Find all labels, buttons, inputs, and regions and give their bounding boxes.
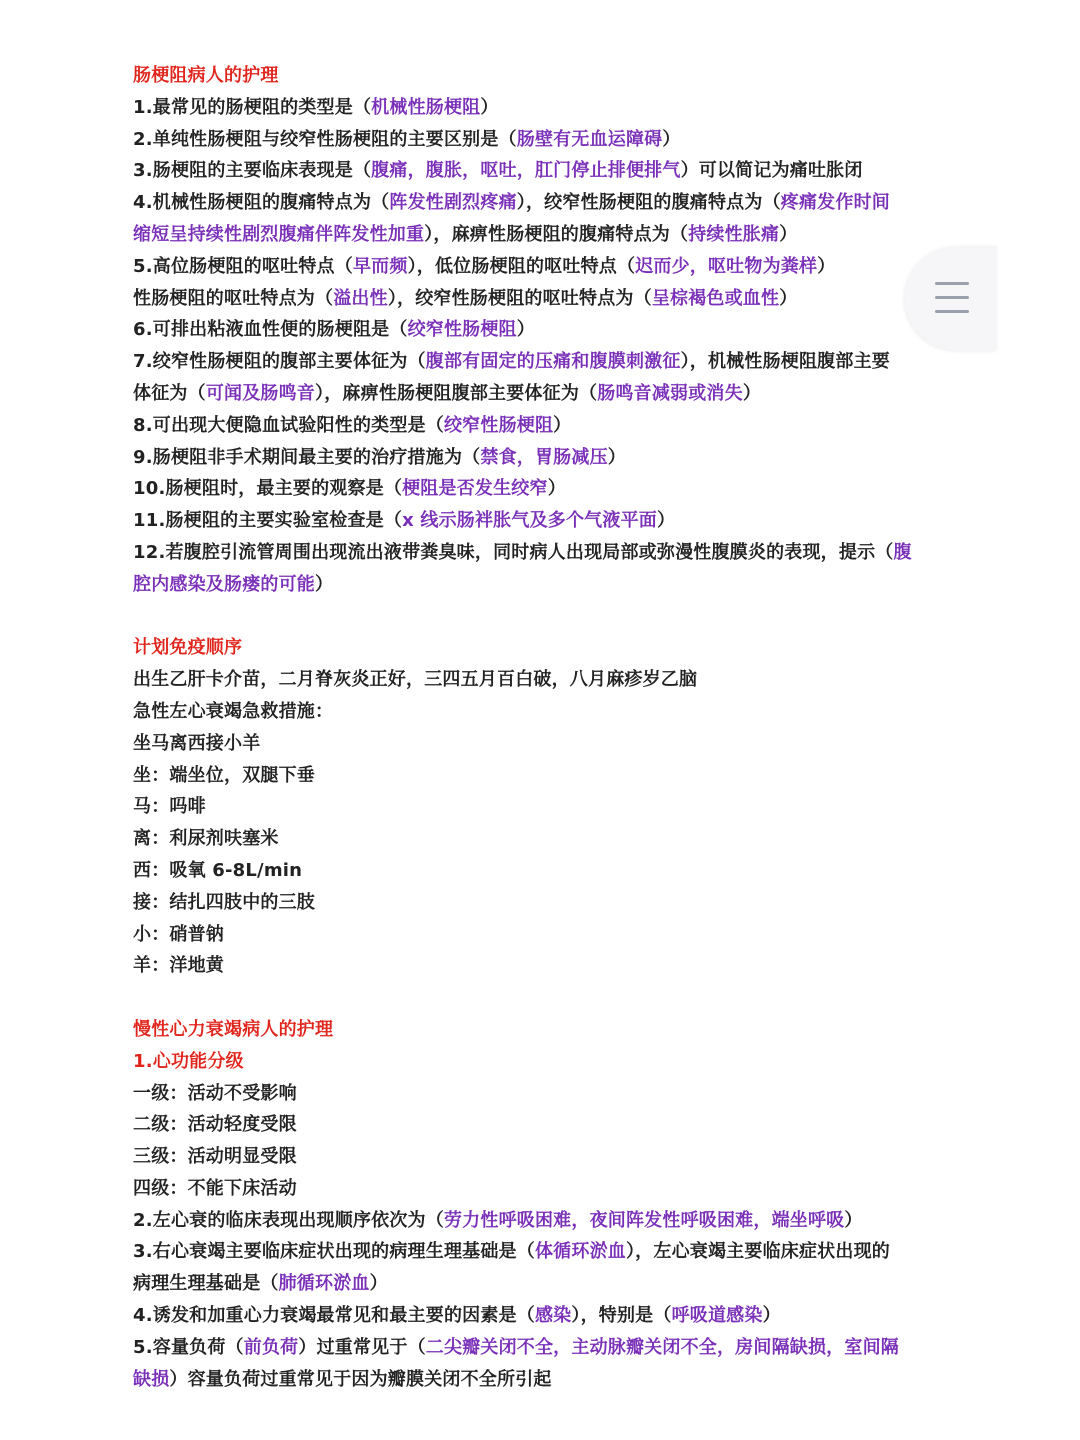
text-segment: 7.绞窄性肠梗阻的腹部主要体征为（: [133, 351, 426, 373]
text-line: [133, 1268, 983, 1300]
text-line: [133, 1141, 983, 1173]
text-line: [133, 346, 983, 378]
text-segment: 10.肠梗阻时，最主要的观察是（: [133, 478, 403, 500]
text-line: [133, 1300, 983, 1332]
text-line: [133, 696, 983, 728]
keyword-answer: 持续性胀痛: [688, 223, 780, 245]
text-segment: 四级：不能下床活动: [133, 1177, 297, 1199]
text-segment: ）: [656, 510, 676, 532]
text-line: [133, 537, 983, 569]
text-line: [133, 823, 983, 855]
text-segment: 计划免疫顺序: [133, 637, 243, 659]
text-line: [133, 314, 983, 346]
text-segment: 12.若腹腔引流管周围出现流出液带粪臭味，同时病人出现局部或弥漫性腹膜炎的表现，提示（: [133, 541, 894, 563]
text-segment: ）容量负荷过重常见于因为瓣膜关闭不全所引起: [169, 1368, 552, 1390]
text-segment: ）: [662, 128, 681, 150]
keyword-answer: 缺损: [133, 1368, 170, 1390]
text-segment: 坐：端坐位，双腿下垂: [133, 764, 315, 786]
text-segment: 3.右心衰竭主要临床症状出现的病理生理基础是（: [133, 1241, 535, 1263]
text-line: [133, 92, 983, 124]
text-line: [133, 378, 983, 410]
text-line: [133, 1173, 983, 1205]
text-line: [133, 855, 983, 887]
keyword-answer: 呼吸道感染: [671, 1305, 763, 1327]
text-segment: ），麻痹性肠梗阻的腹痛特点为（: [424, 223, 689, 245]
text-segment: 小：硝普钠: [133, 923, 224, 945]
blank-line: [133, 601, 983, 633]
text-segment: ），绞窄性肠梗阻的腹痛特点为（: [516, 192, 781, 214]
text-segment: ）: [762, 1305, 781, 1327]
text-segment: 急性左心衰竭急救措施：: [133, 700, 334, 722]
text-line: [133, 919, 983, 951]
keyword-answer: 绞窄性肠梗阻: [407, 319, 517, 341]
text-segment: ）: [607, 446, 626, 468]
text-line: [133, 187, 983, 219]
text-segment: ）: [369, 1273, 388, 1295]
text-segment: 肠梗阻病人的护理: [133, 65, 279, 86]
text-segment: 2.单纯性肠梗阻与绞窄性肠梗阻的主要区别是（: [133, 128, 517, 150]
keyword-answer: 机械性肠梗阻: [371, 96, 481, 118]
text-segment: 11.肠梗阻的主要实验室检查是（: [133, 510, 403, 532]
text-segment: ）过重常见于（: [298, 1336, 426, 1358]
section-heading: [133, 1014, 983, 1046]
text-segment: ）: [844, 1209, 863, 1231]
keyword-answer: 阵发性剧烈疼痛: [389, 192, 517, 214]
text-segment: 病理生理基础是（: [133, 1273, 279, 1295]
text-segment: ），麻痹性肠梗阻腹部主要体征为（: [315, 382, 598, 404]
keyword-answer: 二尖瓣关闭不全，主动脉瓣关闭不全，房间隔缺损，室间隔: [425, 1336, 899, 1358]
text-line: [133, 442, 983, 474]
text-line: [133, 1078, 983, 1110]
text-segment: 体征为（: [133, 382, 206, 404]
keyword-answer: 体循环淤血: [534, 1241, 626, 1263]
text-segment: 二级：活动轻度受限: [133, 1114, 297, 1136]
text-line: [133, 251, 983, 283]
text-line: [133, 1236, 983, 1268]
section-heading: [133, 60, 983, 92]
keyword-answer: 肺循环淤血: [278, 1273, 370, 1295]
keyword-answer: 前负荷: [243, 1336, 299, 1358]
section-heading: [133, 632, 983, 664]
text-line: [133, 473, 983, 505]
text-segment: 4.诱发和加重心力衰竭最常见和最主要的因素是（: [133, 1305, 535, 1327]
text-segment: 马：吗啡: [133, 796, 206, 818]
text-line: [133, 124, 983, 156]
text-segment: ），机械性肠梗阻腹部主要: [680, 351, 890, 373]
text-line: [133, 1109, 983, 1141]
keyword-answer: 禁食，胃肠减压: [480, 446, 608, 468]
keyword-answer: x 线示肠袢胀气及多个气液平面: [402, 510, 657, 532]
text-segment: 出生乙肝卡介苗，二月脊灰炎正好，三四五月百白破，八月麻疹岁乙脑: [133, 669, 698, 691]
text-line: [133, 505, 983, 537]
text-segment: 3.肠梗阻的主要临床表现是（: [133, 160, 372, 182]
text-line: [133, 155, 983, 187]
keyword-answer: 感染: [534, 1305, 572, 1327]
keyword-answer: 早而频: [352, 255, 408, 277]
text-line: [133, 283, 983, 315]
text-line: [133, 1364, 983, 1396]
text-line: [133, 1205, 983, 1237]
keyword-answer: 溢出性: [333, 287, 388, 309]
keyword-answer: 绞窄性肠梗阻: [443, 414, 554, 436]
text-segment: 1.心功能分级: [133, 1050, 244, 1072]
keyword-answer: 腹部有固定的压痛和腹膜刺激征: [425, 351, 681, 373]
text-line: [133, 1332, 983, 1364]
text-segment: 坐马离西接小羊: [133, 732, 261, 754]
keyword-answer: 腹痛，腹胀，呕吐，肛门停止排便排气: [371, 160, 681, 182]
text-line: [133, 569, 983, 601]
text-segment: 1.最常见的肠梗阻的类型是（: [133, 96, 372, 118]
keyword-answer: 疼痛发作时间: [780, 192, 890, 214]
text-segment: ）: [480, 96, 499, 118]
text-segment: ）可以简记为痛吐胀闭: [680, 160, 863, 182]
keyword-answer: 腔内感染及肠瘘的可能: [133, 573, 315, 595]
text-segment: 9.肠梗阻非手术期间最主要的治疗措施为（: [133, 446, 481, 468]
text-segment: 5.高位肠梗阻的呕吐特点（: [133, 255, 353, 277]
text-segment: 性肠梗阻的呕吐特点为（: [133, 287, 334, 309]
text-segment: ）: [553, 414, 572, 436]
text-segment: 接：结扎四肢中的三肢: [133, 891, 315, 913]
text-line: [133, 950, 983, 982]
keyword-answer: 迟而少，呕吐物为粪样: [635, 255, 818, 277]
keyword-answer: 梗阻是否发生绞窄: [402, 478, 548, 500]
text-line: [133, 760, 983, 792]
blank-line: [133, 982, 983, 1014]
text-segment: 羊：洋地黄: [133, 955, 224, 977]
text-line: [133, 219, 983, 251]
keyword-answer: 可闻及肠鸣音: [205, 382, 316, 404]
text-segment: 5.容量负荷（: [133, 1336, 244, 1358]
text-segment: 4.机械性肠梗阻的腹痛特点为（: [133, 192, 390, 214]
text-line: [133, 791, 983, 823]
text-segment: 6.可排出粘液血性便的肠梗阻是（: [133, 319, 408, 341]
text-segment: ）: [742, 382, 762, 404]
text-line: [133, 410, 983, 442]
text-segment: ）: [516, 319, 535, 341]
text-line: [133, 887, 983, 919]
text-segment: 一级：活动不受影响: [133, 1082, 297, 1104]
text-segment: 慢性心力衰竭病人的护理: [133, 1018, 334, 1040]
text-segment: 西：吸氧 6-8L/min: [133, 859, 303, 881]
text-segment: ），特别是（: [571, 1305, 672, 1327]
text-segment: ），低位肠梗阻的呕吐特点（: [407, 255, 636, 277]
text-segment: 离：利尿剂呋塞米: [133, 828, 279, 850]
document-body: [133, 60, 983, 1395]
keyword-answer: 缩短呈持续性剧烈腹痛伴阵发性加重: [133, 223, 425, 245]
keyword-answer: 呈棕褐色或血性: [651, 287, 780, 309]
text-segment: ）: [779, 223, 798, 245]
text-segment: 8.可出现大便隐血试验阳性的类型是（: [133, 414, 444, 436]
text-segment: ），左心衰竭主要临床症状出现的: [625, 1241, 890, 1263]
text-line: [133, 728, 983, 760]
text-segment: ）: [547, 478, 566, 500]
text-segment: 三级：活动明显受限: [133, 1146, 297, 1168]
text-segment: ），绞窄性肠梗阻的呕吐特点为（: [387, 287, 652, 309]
text-segment: ）: [817, 255, 836, 277]
text-segment: 2.左心衰的临床表现出现顺序依次为（: [133, 1209, 444, 1231]
keyword-answer: 劳力性呼吸困难，夜间阵发性呼吸困难，端坐呼吸: [443, 1209, 845, 1231]
text-line: [133, 664, 983, 696]
text-segment: ）: [315, 573, 334, 595]
section-heading: [133, 1046, 983, 1078]
text-segment: ）: [779, 287, 798, 309]
keyword-answer: 腹: [893, 541, 912, 563]
keyword-answer: 肠壁有无血运障碍: [516, 128, 663, 150]
keyword-answer: 肠鸣音减弱或消失: [597, 382, 743, 404]
